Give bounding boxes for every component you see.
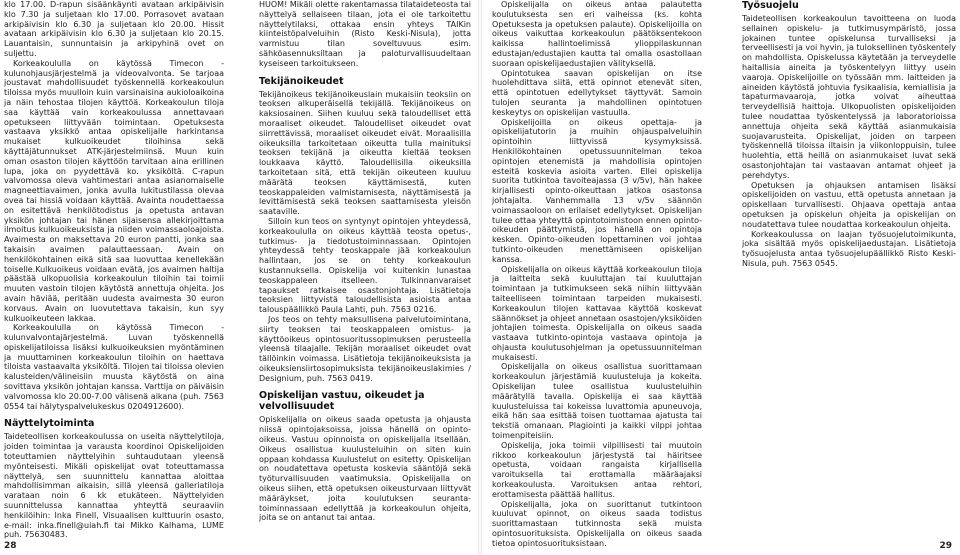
paragraph: Opiskelijalla on oikeus käyttää korkeakoulun tiloja ja laitteita sekä kuuluttajan tai kuuluttajan toimintaan ja tutkimukseen sekä niihin liittyvään taiteelliseen toimintaan tarpeiden mukaisesti. Korkeakoulun tilojen kattavaa käyttöä koskevat säännökset ja ohjeet annetaan osastojen/yksiköiden johtajien toimesta. Opiskelijalla on oikeus saada vastaava tutkinto-opintoja vastaava opintoja ja ohjausta koulutusohjelman ja opetussuunnitelman mukaisesti. [492,264,702,362]
column-3 [492,0,702,549]
paragraph: Taideteollisen korkeakoulussa on useita näyttelytiloja, joiden toimintaa ja varausta koordinoi Opiskelijoiden toteuttamien näyttelyihin suhtaudutaan yleensä myönteisesti. Mikäli opiskelijat ovat toteuttamassa näyttelyä, sen suunnittelu kannattaa aloittaa mahdollisimman aikaisin, sillä yleensä galleriatiloja varataan noin 6 kk etukäteen. Näyttelyiden suunnittelussa kannattaa yhteyttä seuraaviin henkilöihin: Inka Finell, Visuaalisen kulttuurin osasto, e-mail: inka.finell@uiah.fi tai Mikko Kalhama, LUME puh. 75630483. [4,432,224,540]
paragraph: Jos teos on tehty maksullisena palvelutoimintana, siirty teoksen tai teoskappaleen omistus- ja käyttöoikeus opintosuoritussopimuksen perusteella yleensä tilaajalle. Tekijän moraaliset oikeudet ovat tällöinkin voimassa. Lisätietoja tekijänoikeuksista ja oikeuksiensiirtosopimuksista tekijänoikeuslakimies / Designium, puh. 7563 0419. [259,314,471,383]
paragraph: Opiskelijalla on oikeus osallistua suorittamaan korkeakoulun järjestämiä kuulusteluja ja kokeita. Opiskelijan tulee osallistua kuulusteluihin määrätyllä tavalla. Opiskelija ei saa käyttää kuulusteluissa tai kokeissa luvattomia apuneuvoja, eikä hän saa esittää toisen tuottamaa ajatusta tai tekstiä omanaan. Plagiointi ja kaikki vilppi johtaa toimenpiteisiin. [492,362,702,441]
paragraph: Opiskelijalla on oikeus saada opetusta ja ohjausta niissä opintojaksoissa, joissa hänellä on opinto-oikeus. Vastuu opinnoista on opiskelijalla itsellään. Oikeus osallistua kuulusteluihin on siten kuin oppaan kohdassa Kuulustelut on esitetty. Opiskelijan on noudatettava opetusta koskevia sääntöjä sekä työturvallisuuden vaatimuksia. Opiskelijalla on oikeus siihen, että opetuksen oikeusturvaan liittyvät määräykset, joita koulutuksen seuranta-toiminnassaan edellyttää ja korkeakoulun ohjeita, joita se on antanut tai antaa. [259,415,471,523]
paragraph: Korkeakoululla on käytössä Timecon -kulunohjausjärjestelmä ja videovalvonta. Se tarjoaa joustavat mahdollisuudet työskennellä korkeakoulun tiloissa myös muulloin kuin varsinaisina aukioloaikoina ja näin tehostaa tilojen käyttöä. Korkeakoulun tiloja saa käyttää vain korkeakoulussa annettavaan opetukseen liittyvään toimintaan. Opetuksesta vastaava yksikkö antaa opiskelijalle harkintansa mukaiset kulkuoikeudet tiloihinsa sekä käyttäjätunnukset ATK-järjestelmiinsä. Muun kuin oman osaston tilojen käyttöön tarvitaan aina erillinen lupa, joka on pyydettävä ko. yksiköltä. C-rapun valvomossa oleva vahtimestari antaa asianomaiselle magneettiavaimen, jonka avulla lukitustilassa olevaa ovea tai hissiä voidaan käyttää. Avainta noudettaessa on esitettävä henkilötodistus ja opetusta antavan yksikön johtajan tai hänen sijaisensa allekirjoittama ilmoitus kulkuoikeuksista ja niiden voimassaoloajoista. Avaimesta on maksettava 20 euron pantti, jonka saa takaisin avaimen palauttaessaan. Avain on henkilökohtainen eikä sitä saa luovuttaa kenellekään toiselle.Kulkuoikeus voidaan evätä, jos avaimen haltija päästää ulkopuolisia korkeakoulun tiloihin tai toimii muuten vastoin tilojen käytöstä annettuja ohjeita. Jos avain häviää, peritään uudesta avaimesta 30 euron korvaus. Avain on luovutettava takaisin, kun syy kulkuoikeuteen lakkaa. [4,58,224,323]
column-4 [742,0,956,269]
paragraph: Opiskelijalla on oikeus antaa palautetta koulutuksesta sen eri vaiheissa (ks. kohta Opetuksesta ja opetuksen palaute). Opiskelijoilla on oikeus vaikuttaa korkeakoulun päätöksentekoon kaikissa hallintoelimissä ylioppilaskunnan edustajan/edustajien kautta tai omalla osastollaan suoraan opiskelijaedustajien välityksellä. [492,0,702,68]
paragraph: Opintotukea saavan opiskelijan on itse huolehdittava siitä, että opinnot etenevät siten, että opintotuen edellytykset täyttyvät. Samoin tulojen seuranta ja mahdollinen opintotuen keskeytys on opiskelijan vastuulla. [492,68,702,117]
paragraph: klo 17.00. D-rapun sisäänkäynti avataan arkipäivisin klo 7.30 ja suljetaan klo 17.00. Porrasovet avataan arkipäivisin klo 6.30 ja suljetaan klo 20.00. Hissit avataan arkipäivisin klo 6.30 ja suljetaan klo 20.15. Lauantaisin, sunnuntaisin ja arkipyhinä ovet on suljettu. [4,0,224,58]
paragraph: Silloin kun teos on syntynyt opintojen yhteydessä, korkeakoululla on oikeus käyttää teosta opetus-, tutkimus- ja tiedotustoiminnassaan. Opintojen yhteydessä tehty teoskappale jää korkeakoulun hallintaan, jos se on tehty korkeakoulun kustannuksella. Opiskelija voi kuitenkin lunastaa teoskappaleen itselleen. Tulkinnanvaraiset tapaukset ratkaisee osastonjohtaja. Lisätietoja teoksien liittyvistä taloudellisista asioista antaa talouspäällikkö Paula Lahti, puh. 7563 0216. [259,216,471,315]
paragraph: Korkeakoulussa on laajan työsuojelutoimikunta, joka sisältää myös opiskelijaedustajan. Lisätietoja työsuojelusta antaa työsuojelupäällikkö Risto Keski-Nisula, puh. 7563 0545. [742,229,956,268]
paragraph: Tekijänoikeus tekijänoikeuslain mukaisiin teoksiin on teoksen alkuperäisellä tekijällä. Tekijänoikeus on kaksiosainen. Siihen kuuluu sekä taloudelliset että moraaliset oikeudet. Taloudelliset oikeudet ovat siirrettävissä, moraaliset oikeudet eivät. Moraalisilla oikeuksilla tarkoitetaan oikeutta tulla mainituksi teoksen tekijänä ja oikeutta kieltää teoksen loukkaava käyttö. Taloudellisilla oikeuksilla tarkoitetaan sitä, että tekijän oikeuteen kuuluu määrätä teoksen käyttämisestä, kuten teoskappaleiden valmistamisesta, näyttämisestä ja levittämisestä sekä teoksen saattamisesta yleisön saataville. [259,89,471,217]
section-heading: Näyttelytoiminta [4,418,95,430]
paragraph: Opiskelija, joka toimii vilpillisesti tai muutoin rikkoo korkeakoulun järjestystä tai häiritsee opetusta, voidaan rangaista kirjallisella varoituksella tai erottamalla määräajaksi korkeakoulusta. Varoituksen antaa rehtori, erottamisesta päättää hallitus. [492,440,702,499]
paragraph: Opiskelijoilla on oikeus opettaja- ja opiskelijatutorin ja muihin ohjauspalveluihin opintoihin liittyvissä kysymyksissä. Henkilökohtainen opetussuunnitelman tekoa opintojen etenemistä ja mahdollisia opintojen esteitä koskevia asioita varten. Ellei opiskelija suorita tutkintoa tavoiteajassa (3 v/5v), hän hakee kirjallisesti opinto-oikeuttaan jatkoa osastonsa johtajalta. Vanhemmalla 13 v/5v säännön voimassaoloon on erilaiset edellytykset. Opiskelijan tulee ottaa yhteyttä opintotoimistoon ennen opinto-oikeuden päättymistä, jos hänellä on opintoja kesken. Opinto-oikeuden lopettaminen voi johtaa tutkinto-oikeuden menettämiseen opiskelijan kanssa. [492,117,702,264]
page-number-right: 29 [939,541,952,551]
column-2 [259,0,471,523]
section-heading: Tekijänoikeudet [259,75,344,87]
paragraph: Opetuksen ja ohjauksen antamisen lisäksi opiskelijoiden on vastuu, että opetusta annetaan ja opiskellaan turvallisesti. Ohjaava opettaja antaa opetuksen ja opiskelun ohjeita ja opiskelijan on noudatettava tulee noudattaa korkeakoulun ohjeita. [742,180,956,229]
section-heading: Työsuojelu [742,0,799,11]
column-1 [4,0,224,540]
paragraph: Korkeakoululla on käytössä Timecon -kulunvalvontajärjestelmä. Luvan työskennellä opiskelijatiloissa lisäksi kulkuoikeuksien myöntäminen ja muuttaminen korkeakoulun tiloihin on haettava tiloista vastaavalta yksiköltä. Tilojen tai tiloissa olevien kalusteiden/välineisiin muusta käytöstä on aina sovittava yksikön johtajan kanssa. Varttija on päiväisin valvomossa klo 20.00-7.00 välisenä aikana (puh. 7563 0554 tai hälytyspalvelukeskus 0204912600). [4,323,224,411]
paragraph: Opiskelijalla, joka on suorittanut tutkintoon kuuluvat opinnot, on oikeus saada todistus suorittamastaan tutkinnosta sekä muista opintosuorituksista. Opiskelijalla on oikeus saada tietoa opintosuorituksistaan. [492,499,702,548]
left-page [0,0,478,555]
section-heading: Opiskelijan vastuu, oikeudet ja velvollisuudet [259,390,425,413]
paragraph: HUOM! Mikäli olette rakentamassa tilataideteosta tai näyttelyä sellaiseen tilaan, jota ei ole tarkoitettu näyttelytilaksi, ottakaa ensin yhteys TAIKin kiinteistöpalveluihin (Risto Keski-Nisula), jotta varmistuu tilan soveltuvuus esim. sähköasennuksiltaan ja paloturvallisuudeltaan kyseiseen tarkoitukseen. [259,0,471,68]
paragraph: Taideteollisen korkeakoulun tavoitteena on luoda sellainen opiskelu- ja tutkimusympäristö, jossa jokainen tuntee opiskelunsa turvalliseksi ja terveellisesti ja voi hyvin, ja tuloksellinen työskentely on mahdollista. Opiskelussa käytetään ja terveydelle haitallisia aineita ja työskentelyyn liittyy usein vaaroja. Opiskelijoille on työssään mm. laitteiden ja aineiden käytöstä johtuvia fysikaalisia, kemiallisia ja tapaturmavaaroja, jotka voivat aiheuttaa terveydellisiä haittoja. Ulkopuolisten opiskelijoiden tulee noudattaa työskentelyssä ja laboratorioissa annettuja ohjeita sekä käyttää asianmukaisia suojavarusteita. Opiskelijat, joiden on tarpeen työskennellä tiloissa iltaisin ja viikonloppuisin, tulee huolehtia, että heillä on asianmukaiset luvat sekä osastonjohtajan tai vastaavan antamat ohjeet ja perehdytys. [742,14,957,180]
page-number-left: 28 [4,541,17,551]
